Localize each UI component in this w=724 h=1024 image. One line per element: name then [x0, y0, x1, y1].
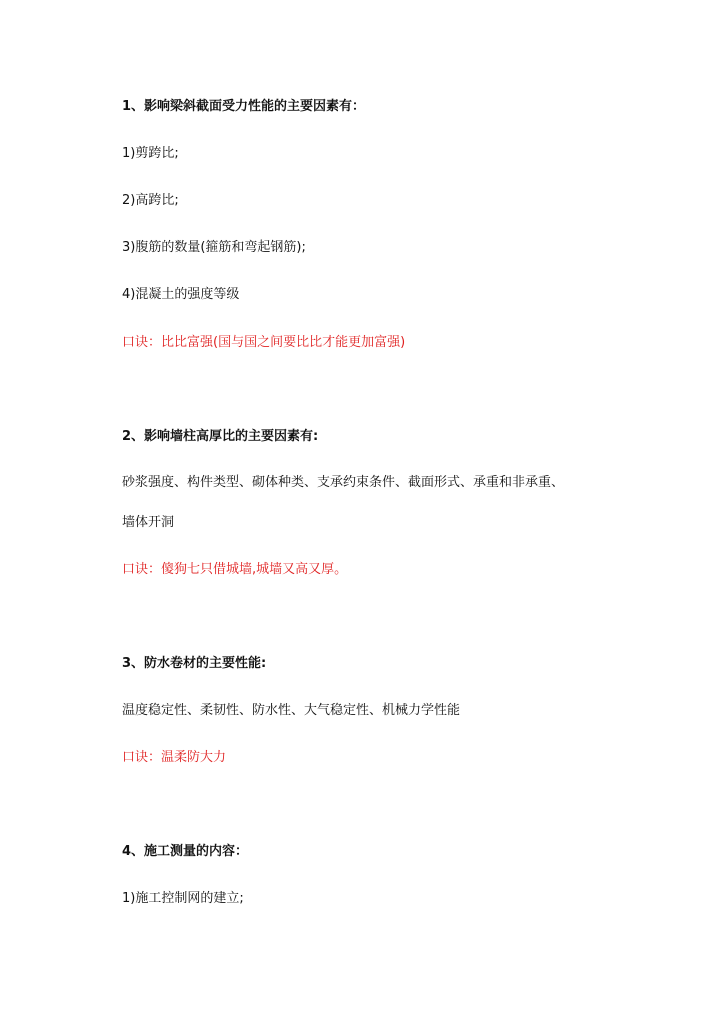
- section-3-body-line: 温度稳定性、柔韧性、防水性、大气稳定性、机械力学性能: [122, 703, 461, 718]
- section-3-mnemonic: 口诀：温柔防大力: [122, 750, 227, 765]
- section-2-heading: 2、影响墙柱高厚比的主要因素有:: [122, 429, 319, 444]
- section-4-heading: 4、施工测量的内容：: [122, 844, 249, 859]
- section-1-item: 2)高跨比;: [122, 193, 179, 208]
- section-2-body-line: 墙体开洞: [122, 515, 175, 530]
- section-1-mnemonic: 口诀：比比富强(国与国之间要比比才能更加富强): [122, 335, 406, 350]
- section-4-item: 1)施工控制网的建立;: [122, 891, 244, 906]
- section-1-item: 4)混凝土的强度等级: [122, 287, 240, 302]
- section-3-heading: 3、防水卷材的主要性能:: [122, 656, 267, 671]
- section-1-item: 1)剪跨比;: [122, 146, 179, 161]
- section-2-body-line: 砂浆强度、构件类型、砌体种类、支承约束条件、截面形式、承重和非承重、: [122, 475, 565, 490]
- section-1-heading: 1、影响梁斜截面受力性能的主要因素有：: [122, 99, 366, 114]
- section-1-item: 3)腹筋的数量(箍筋和弯起钢筋);: [122, 240, 306, 255]
- section-2-mnemonic: 口诀：傻狗七只借城墙,城墙又高又厚。: [122, 562, 348, 577]
